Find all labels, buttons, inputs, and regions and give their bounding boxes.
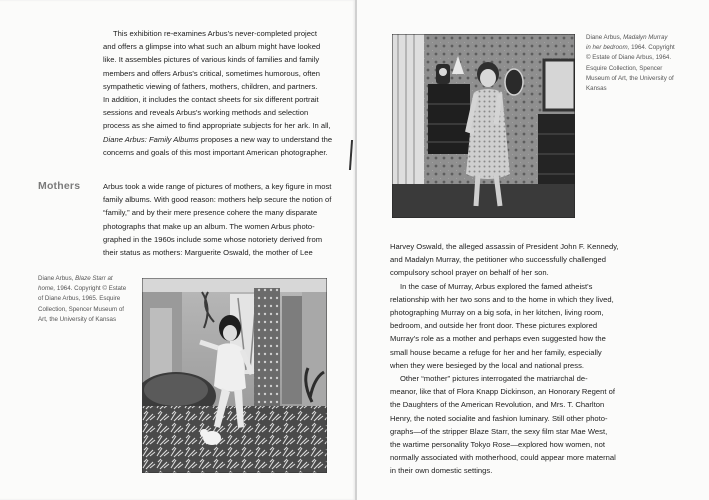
para3-line: graphs—of the stripper Blaze Starr, the sexy film star Mae West, bbox=[390, 426, 608, 436]
caption-title: home, bbox=[38, 285, 56, 293]
caption-line bbox=[586, 33, 706, 43]
caption-line bbox=[586, 43, 706, 53]
para2-line: photographing Murray on a big sofa, in her kitchen, living room, bbox=[390, 308, 604, 318]
intro-line: and offers a glimpse into what such an album might have looked bbox=[103, 42, 321, 52]
para2-line: Murray's role as a mother and perhaps even suggested how the bbox=[390, 334, 606, 344]
caption-rest: 1964. Copyright bbox=[629, 44, 675, 52]
intro-line: In addition, it includes the contact sheets for six different portrait bbox=[103, 95, 319, 105]
caption-line: Esquire Collection, Spencer bbox=[586, 64, 663, 72]
para3-line: meanor, like that of Flora Knapp Dickinson, an Honorary Regent of bbox=[390, 387, 616, 397]
photo-illustration bbox=[392, 34, 575, 218]
para3-line: Other “mother” pictures interrogated the matriarchal de- bbox=[400, 374, 588, 384]
caption-prefix: Diane Arbus, bbox=[586, 34, 624, 41]
intro-line bbox=[103, 133, 353, 146]
mothers-line: their status as mothers: Marguerite Oswald, the mother of Lee bbox=[103, 248, 313, 258]
caption-line: Collection, Spencer Museum of bbox=[38, 305, 124, 313]
para2-line: relationship with her two sons and to the home in which they lived, bbox=[390, 294, 614, 304]
blaze-starr-photo bbox=[142, 278, 327, 473]
caption-line: of Diane Arbus, 1965. Esquire bbox=[38, 295, 121, 303]
para2-line: small house became a refuge for her and her family, especially bbox=[390, 347, 602, 357]
mothers-line: “family,” and by their mere presence cohere the many disparate bbox=[103, 208, 318, 218]
caption-prefix: Diane Arbus, bbox=[38, 275, 76, 282]
caption-line: Kansas bbox=[586, 85, 607, 93]
photo-illustration bbox=[142, 278, 327, 473]
caption-line bbox=[38, 274, 136, 284]
para3-line: Henry, the noted socialite and fashion luminary. Still other photo- bbox=[390, 413, 608, 423]
intro-paragraph bbox=[103, 27, 353, 159]
caption-line bbox=[38, 284, 136, 294]
mothers-line: family albums. With good reason: mothers help secure the notion of bbox=[103, 195, 332, 205]
section-heading-mothers: Mothers bbox=[38, 180, 81, 192]
caption-title: in her bedroom, bbox=[586, 44, 630, 52]
para1-line: Harvey Oswald, the alleged assassin of President John F. Kennedy, bbox=[390, 242, 619, 251]
intro-line: concerns and goals of this most important American photographer. bbox=[103, 147, 328, 157]
madalyn-murray-caption bbox=[586, 33, 706, 94]
para3-line: in their own domestic settings. bbox=[390, 466, 493, 476]
para3-line: the Daughters of the American Revolution, and Mrs. T. Charlton bbox=[390, 400, 605, 410]
caption-line: © Estate of Diane Arbus, 1964. bbox=[586, 54, 672, 62]
para2-line: bedroom, and outside her front door. These pictures explored bbox=[390, 321, 598, 331]
mothers-line: photographs that make up an album. The women Arbus photo- bbox=[103, 221, 315, 231]
blaze-starr-caption bbox=[38, 274, 136, 325]
intro-line-rest: proposes a new way to understand the bbox=[198, 134, 333, 144]
mothers-line: graphed in the 1960s include some whose notoriety derived from bbox=[103, 234, 323, 244]
mothers-line: Arbus took a wide range of pictures of mothers, a key figure in most bbox=[103, 182, 332, 191]
album-title: Diane Arbus: Family Albums bbox=[103, 134, 199, 144]
madalyn-murray-photo bbox=[392, 34, 575, 218]
intro-line: process as she aimed to find appropriate subjects for her ark. In all, bbox=[103, 121, 331, 131]
para3-line: the wartime personality Tokyo Rose—explored how women, not bbox=[390, 440, 606, 450]
caption-title: Blaze Starr at bbox=[75, 275, 113, 282]
caption-rest: 1964. Copyright © Estate bbox=[55, 285, 127, 293]
right-page bbox=[357, 0, 709, 500]
caption-line: Art, the University of Kansas bbox=[38, 315, 117, 323]
intro-line: sympathetic viewing of fathers, mothers, children, and partners. bbox=[103, 81, 318, 91]
para2-line: when they were besieged by the local and national press. bbox=[390, 360, 585, 370]
para1-line: compulsory school prayer on behalf of her son. bbox=[390, 268, 549, 278]
intro-line: members and offers Arbus's critical, sometimes humorous, often bbox=[103, 68, 320, 78]
intro-line: like. It assembles pictures of various kinds of families and family bbox=[103, 55, 320, 65]
intro-line: This exhibition re-examines Arbus's never-completed project bbox=[113, 29, 317, 38]
caption-line: Museum of Art, the University of bbox=[586, 74, 674, 82]
right-body-text bbox=[390, 240, 690, 478]
para1-line: and Madalyn Murray, the petitioner who successfully challenged bbox=[390, 255, 606, 265]
para3-line: normally associated with motherhood, could appear more maternal bbox=[390, 453, 616, 463]
mothers-paragraph bbox=[103, 180, 353, 259]
para2-line: In the case of Murray, Arbus explored the famed atheist's bbox=[400, 281, 593, 291]
caption-title: Madalyn Murray bbox=[623, 34, 668, 41]
intro-line: sessions and reveals Arbus's working methods and selection bbox=[103, 108, 309, 118]
